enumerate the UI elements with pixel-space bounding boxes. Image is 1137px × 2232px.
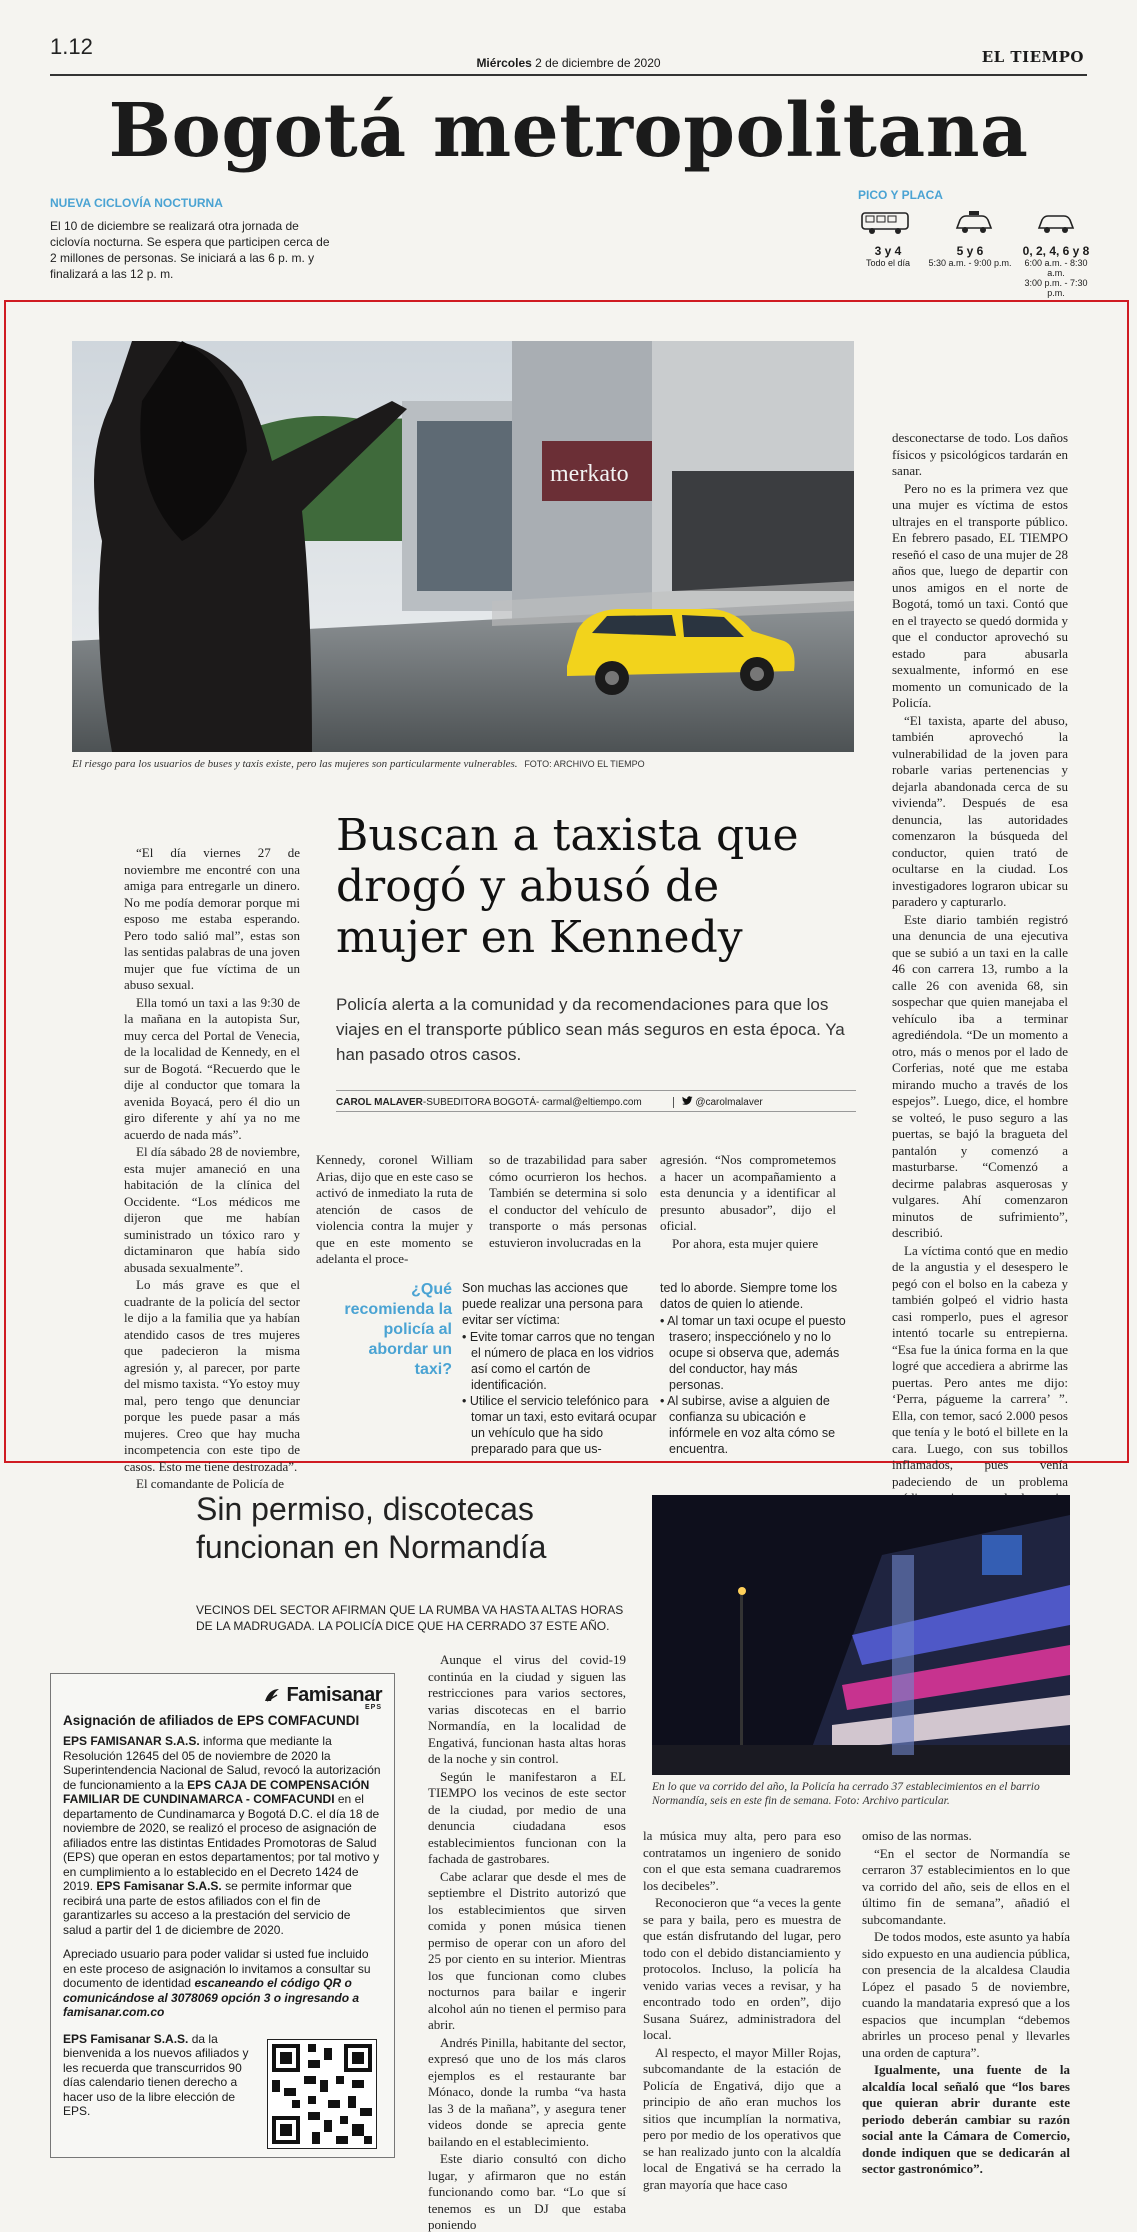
ad-p1-end: en el departamento de Cundinamarca y Bogotá D.C. el día 18 de noviembre de 2020, se realizó el proceso de asignación de afiliados entre las distintas Entidades Promotoras de Salud (EPS) que operan en estos departamentos; por tal motivo y en cumplimiento a lo establecido en el Decreto 1424 de 2019. xyxy=(63,1792,380,1893)
main-col1-p2: Ella tomó un taxi a las 9:30 de la mañana en la autopista Sur, muy cerca del Portal de Venecia, de la localidad de Kennedy, en el sur de Bogotá. “Recuerdo que le dije al conductor que tomara la avenida Boyacá, pero él dio un giro diferente y ahí ya no me acuerdo de nada más”. xyxy=(124,994,300,1142)
main-deck: Policía alerta a la comunidad y da recomendaciones para que los viajes en el transporte público sean más seguros en esta época. Ya han pasado otros casos. xyxy=(336,995,845,1064)
qr-code[interactable] xyxy=(267,2039,377,2149)
main-photo xyxy=(72,341,854,752)
ad-brand: Famisanar xyxy=(286,1684,382,1706)
byline xyxy=(336,1096,856,1108)
disco-photo xyxy=(652,1495,1070,1775)
main-col3-p1: so de trazabilidad para saber cómo ocurrieron los hechos. También se determina si solo el conductor del vehículo de transporte o más personas estuvieron involucradas en la xyxy=(489,1152,647,1250)
ad-paragraph-1 xyxy=(63,1734,382,1937)
ad-logo xyxy=(63,1684,382,1711)
second-col-2 xyxy=(643,1828,841,2194)
byline-email[interactable]: carmal@eltiempo.com xyxy=(542,1097,642,1108)
second-col2-p3: Al respecto, el mayor Miller Rojas, subcomandante de la estación de Policía de Engativá, dijo que a principio de año eran muchos los sitios que incumplían la normativa, pero por medio de los operativos que se han realizado junto con la alcaldía local de Engativá se ha cerrado la gran mayoría que hace caso xyxy=(643,2044,841,2192)
ad-p1-bold3: EPS Famisanar S.A.S. xyxy=(96,1879,222,1893)
ad-p2-text: Apreciado usuario para poder validar si usted fue incluido en este proceso de asignación lo invitamos a consultar su documento de identidad xyxy=(63,1947,371,1990)
nightclub-illustration xyxy=(652,1495,1070,1775)
main-col5-p3: “El taxista, aparte del abuso, también aprovechó la vulnerabilidad de la joven para robarle varias pertenencias y dejarla abandonada cerca de su vivienda”. Después de esa denuncia, las autoridades comenzaron la búsqueda del conductor, quien trató de ocultarse en la ciudad. Los investigadores lograron ubicar su paradero y capturarlo. xyxy=(892,712,1068,909)
tips-col-a xyxy=(462,1280,662,1457)
pico-hours-car: 6:00 a.m. - 8:30 a.m. xyxy=(1024,258,1088,278)
edition-date xyxy=(0,56,1137,70)
byline-author: CAROL MALAVER xyxy=(336,1097,423,1108)
car-icon xyxy=(1036,210,1076,236)
second-col3-p3: De todos modos, este asunto ya había sido expuesto en una audiencia pública, con presencia de la alcaldesa Claudia López el pasado 5 de noviembre, cuando la mandataria expresó que a los espacios que incumplan “debemos abrirles un proceso penal y llevarles una orden de captura”. xyxy=(862,1929,1070,2060)
main-photo-caption xyxy=(72,758,854,770)
main-col5-p5: La víctima contó que en medio de la angustia y el desespero le pegó con el bolso en la cabeza y también golpeó el vidrio hasta casi romperlo, pues el agresor intentó tocarle su entrepierna. “Esa fue la única forma en la que logré que accediera a abrirme las puertas. Pero antes me dijo: ‘Perra, págueme la carrera’ ”. Ella, con temor, sacó 2.000 pesos que tenía y le botó el billete en la cara. Luego, con sus tobillos inflamados, pues venía padeciendo de un problema xyxy=(892,1242,1068,1489)
pico-placa-title: PICO Y PLACA xyxy=(858,188,943,202)
page-number: 1.12 xyxy=(50,34,93,59)
ad-p1-tail: se permite informar que recibirá una parte de estos afiliados con el fin de garantizarles su acceso a la prestación del servicio de salud a partir del 1 de diciembre de 2020. xyxy=(63,1879,352,1937)
second-col3-p2: “En el sector de Normandía se cerraron 37 establecimientos en lo que va corrido del año, seis de ellos en el último fin de semana”, añadió el subcomandante. xyxy=(862,1845,1070,1927)
pico-digits-car: 0, 2, 4, 6 y 8 xyxy=(1022,244,1090,258)
taxi-icon xyxy=(954,210,994,236)
ad-p3-text: da la bienvenida a los nuevos afiliados y les recuerda que transcurridos 90 días calendario tienen derecho a hacer uso de la libre elección de EPS. xyxy=(63,2031,249,2118)
main-col2-p1: Kennedy, coronel William Arias, dijo que en este caso se activó de inmediato la ruta de atención de casos de violencia contra la mujer y que en este momento se adelanta el proce- xyxy=(316,1152,473,1266)
pico-hours-taxi: 5:30 a.m. - 9:00 p.m. xyxy=(928,258,1012,268)
pico-hours-bus: Todo el día xyxy=(865,258,911,268)
second-col1-p5: Este diario consultó con dicho lugar, y afirmaron que no están funcionando como bar. “Lo que sí tenemos es un DJ que estaba poniendo xyxy=(428,2151,626,2232)
second-col3-p1: omiso de las normas. xyxy=(862,1828,972,1843)
byline-rule xyxy=(336,1090,856,1091)
twitter-icon xyxy=(682,1096,693,1106)
main-col1-p4: Lo más grave es que el cuadrante de la policía del sector le dijo a la familia que ya habían atendido casos de tres mujeres que padecieron la misma agresión y, al parecer, por parte del mismo taxista. “Yo estoy muy mal, pero tengo que denunciar porque les puede pasar a más mujeres. Creo que hay mucha incompetencia con este tipo de casos. Esto me tiene destrozada”. xyxy=(124,1277,300,1474)
section-title: Bogotá metropolitana xyxy=(108,88,1029,174)
ad-p1-text: informa que mediante la Resolución 12645 del 05 de noviembre de 2020 la Superintendencia Nacional de Salud, revocó la autorización de funcionamiento a la xyxy=(63,1734,381,1792)
edition-weekday: Miércoles xyxy=(476,56,532,70)
main-col4-p2: Por ahora, esta mujer quiere xyxy=(672,1235,819,1251)
main-col1-p5: El comandante de Policía de xyxy=(136,1476,285,1491)
main-col5-p2: Pero no es la primera vez que una mujer es víctima de estos ultrajes en el transporte público. En febrero pasado, EL TIEMPO reseñó el caso de una mujer de 28 años que, luego de departir con unos amigos en el norte de Bogotá, tomó un taxi. Contó que en el trayecto se quedó dormida y que el conductor aprovechó su estado para abusarla sexualmente, informó en ese momento un comunicado de la Policía. xyxy=(892,480,1068,710)
taxi-scene-illustration xyxy=(72,341,854,752)
pico-placa xyxy=(858,188,1090,298)
disco-photo-caption: En lo que va corrido del año, la Policía ha cerrado 37 establecimientos en el barrio Normandía, seis en este fin de semana. Foto: Archivo particular. xyxy=(652,1781,1040,1807)
second-col1-p4: Andrés Pinilla, habitante del sector, expresó que uno de los más claros ejemplos es el restaurante bar Mónaco, donde la rumba “va hasta las 3 de la mañana”, y asegura tener videos donde se aprecia gente bailando en el establecimiento. xyxy=(428,2034,626,2149)
second-col-1 xyxy=(428,1652,626,2232)
famisanar-logo-icon xyxy=(263,1687,281,1703)
ad-p3-bold: EPS Famisanar S.A.S. xyxy=(63,2031,189,2046)
pico-digits-taxi: 5 y 6 xyxy=(956,244,984,258)
main-col5-p4: Este diario también registró una denuncia de una ejecutiva que se subió a un taxi en la calle 46 con carrera 13, rumbo a la calle 26 con avenida 68, sin sospechar que quien manejaba el vehículo iba a terminar agrediéndola. “De un momento a otro, más o menos por el lado de Corferias, noté que me estaba mirando mucho a través de los espejos”. Luego, dice, el hombre se volteó, le puso seguro a las puertas, se bajó la bragueta del pantalón y comenzó a masturbarse. “Comenzó a decirme palabras asquerosas y vulgares. Ahí comenzaron minutos de sufrimiento”, describió. xyxy=(892,911,1068,1240)
ad-p1-bold: EPS FAMISANAR S.A.S. xyxy=(63,1734,200,1748)
main-col5-p1: desconectarse de todo. Los daños físicos y psicológicos tardarán en sanar. xyxy=(892,430,1068,478)
tips-question: ¿Qué recomienda la policía al abordar un taxi? xyxy=(344,1281,452,1378)
tip-item: • Evite tomar carros que no tengan el número de placa en los vidrios así como el cartón de identificación. xyxy=(462,1329,662,1393)
caption-text: El riesgo para los usuarios de buses y taxis existe, pero las mujeres son particularmente vulnerables. xyxy=(72,758,518,770)
second-col1-p3: Cabe aclarar que desde el mes de septiembre el Distrito autorizó que los establecimientos que sirven comida y ponen música tienen permiso de operar con un aforo del 25 por ciento en su interior. Mientras los que funcionan como clubes nocturnos para bailar e ingerir alcohol aún no tienen el permiso para abrir. xyxy=(428,1868,626,2032)
second-col-3 xyxy=(862,1828,1070,2179)
tip-item: • Utilice el servicio telefónico para tomar un taxi, esto evitará ocupar un vehículo que ha sido preparado para que us- xyxy=(462,1393,662,1457)
second-col1-p1: Aunque el virus del covid-19 continúa en la ciudad y siguen las restricciones para varios sectores, varias discotecas en el barrio Normandía, en la localidad de Engativá, funcionan hasta altas horas de la noche y sin control. xyxy=(428,1652,626,1766)
edition-date-text: 2 de diciembre de 2020 xyxy=(535,56,661,70)
pico-digits-bus: 3 y 4 xyxy=(874,244,902,258)
pico-hours-car-2: 3:00 p.m. - 7:30 p.m. xyxy=(1024,278,1088,298)
second-col3-p4: Igualmente, una fuente de la alcaldía local señaló que “los bares que quieran abrir durante este periodo deberán cambiar su razón social ante la Cámara de Comercio, donde indiquen que se dedicarán al sector gastronómico”. xyxy=(862,2062,1070,2176)
main-col-1 xyxy=(124,845,300,1494)
second-col1-p2: Según le manifestaron a EL TIEMPO los vecinos de este sector de la ciudad, por medio de una denuncia ciudadana esos establecimientos funcionan con la fachada de gastrobares. xyxy=(428,1768,626,1866)
ad-title: Asignación de afiliados de EPS COMFACUNDI xyxy=(63,1713,360,1728)
tips-col-b xyxy=(660,1280,850,1457)
ad-brand-sub: EPS xyxy=(364,1704,382,1711)
tip-item: • Al tomar un taxi ocupe el puesto trasero; inspecciónelo y no lo ocupe si observa que, además del conductor, hay más personas. xyxy=(660,1313,850,1393)
store-sign: merkato xyxy=(550,461,629,487)
main-col1-p1: “El día viernes 27 de noviembre me encontré con una amiga para entregarle un dinero. No me podía demorar porque mi esposo me estaba esperando. Pero todo salió mal”, estas son las sentidas palabras de una joven mujer que fue víctima de un abuso sexual. xyxy=(124,845,300,992)
byline-twitter[interactable]: @carolmalaver xyxy=(695,1097,763,1108)
byline-role: -SUBEDITORA BOGOTÁ- xyxy=(422,1097,540,1108)
main-col-3 xyxy=(489,1152,647,1252)
brand-logo: EL TIEMPO xyxy=(981,48,1084,66)
famisanar-ad xyxy=(50,1673,395,2158)
main-col4-p1: agresión. “Nos comprometemos a hacer un acompañamiento a esta denuncia y a identificar al presunto abusador”, dijo el oficial. xyxy=(660,1152,836,1233)
second-deck: VECINOS DEL SECTOR AFIRMAN QUE LA RUMBA VA HASTA ALTAS HORAS DE LA MADRUGADA. LA POLICÍA DICE QUE HA CERRADO 37 ESTE AÑO. xyxy=(196,1603,624,1633)
tips-intro: Son muchas las acciones que puede realizar una persona para evitar ser víctima: xyxy=(462,1281,643,1327)
main-col1-p3: El día sábado 28 de noviembre, esta mujer amaneció en una habitación de la clínica del Occidente. “Los médicos me dijeron que me habían suministrado un tóxico raro y dictaminaron que había sido abusada sexualmente”. xyxy=(124,1144,300,1275)
second-headline: Sin permiso, discotecas funcionan en Normandía xyxy=(196,1491,547,1565)
main-col-2 xyxy=(316,1152,473,1269)
main-headline: Buscan a taxista que drogó y abusó de mujer en Kennedy xyxy=(336,810,799,963)
ciclovia-text: El 10 de diciembre se realizará otra jornada de ciclovía nocturna. Se espera que participen cerca de 2 millones de personas. Se iniciará a las 6 p. m. y finalizará a las 12 p. m. xyxy=(50,219,330,281)
ad-p2-bold: escaneando el código QR o comunicándose al 3078069 opción 3 o ingresando a famisanar.com.co xyxy=(63,1976,360,2019)
tip-item: • Al subirse, avise a alguien de confianza su ubicación e infórmele en voz alta cómo se encuentra. xyxy=(660,1393,850,1457)
tips-lead: ted lo aborde. Siempre tome los datos de quien lo atiende. xyxy=(660,1281,838,1311)
second-col2-p2: Reconocieron que “a veces la gente se para y baila, pero es muestra de que están disfrutando del lugar, pero todo con el debido distanciamiento y protocolos. Incluso, la policía ha venido varias veces a revisar, y ha encontrado todo en orden”, dijo Susana Suárez, administradora del local. xyxy=(643,1895,841,2042)
ad-paragraph-2 xyxy=(63,1947,382,2020)
ad-paragraph-3 xyxy=(63,2032,263,2119)
ciclovia-kicker: NUEVA CICLOVÍA NOCTURNA xyxy=(50,196,223,210)
ad-p1-bold2: EPS CAJA DE COMPENSACIÓN FAMILIAR DE CUNDINAMARCA - COMFACUNDI xyxy=(63,1777,370,1806)
photo-credit: FOTO: ARCHIVO EL TIEMPO xyxy=(524,759,645,769)
bus-icon xyxy=(860,210,910,236)
second-col2-p1: la música muy alta, pero para eso contratamos un ingeniero de sonido con el que esta semana cuadraremos los decibeles”. xyxy=(643,1828,841,1893)
main-col-4 xyxy=(660,1152,836,1253)
main-col-5 xyxy=(892,430,1068,1557)
byline-rule-bottom xyxy=(336,1111,856,1112)
header-rule xyxy=(50,74,1087,76)
